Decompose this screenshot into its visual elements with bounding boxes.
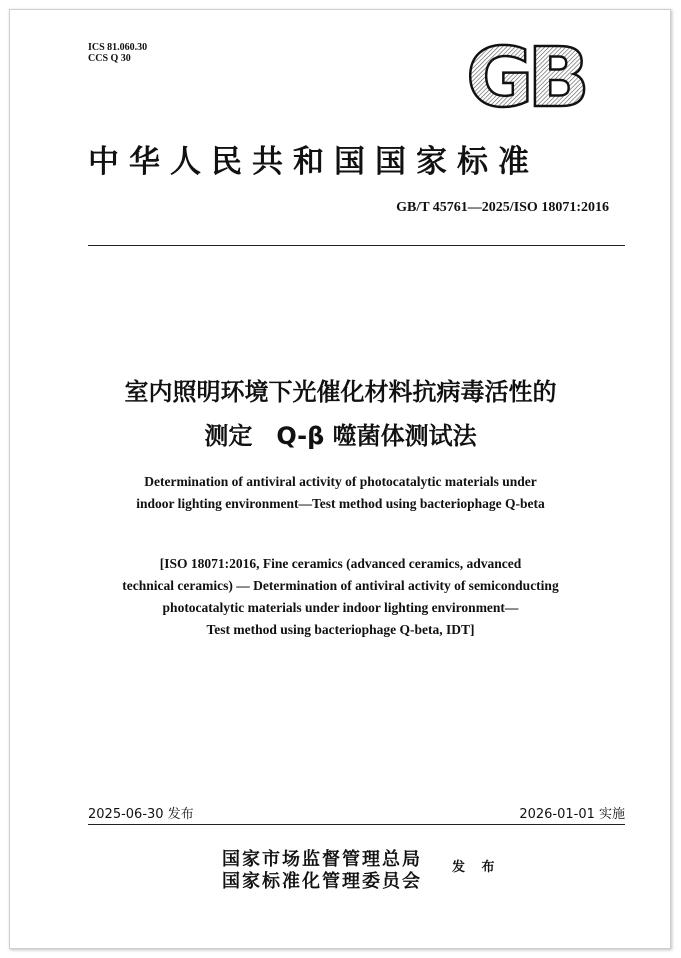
implementation-date: 2026-01-01 实施 <box>519 807 625 822</box>
national-standard-heading: 中华人民共和国国家标准 <box>88 144 539 180</box>
header-rule <box>88 245 625 246</box>
ics-codes <box>88 42 147 64</box>
iso-reference-line-1: [ISO 18071:2016, Fine ceramics (advanced ceramics, advanced <box>159 556 522 571</box>
ics-code: ICS 81.060.30 <box>88 42 148 53</box>
issue-date: 2025-06-30 发布 <box>88 807 194 822</box>
gb-logo-icon <box>458 40 592 112</box>
iso-reference-line-4: Test method using bacteriophage Q-beta, IDT] <box>206 622 475 637</box>
chinese-title-line-2: 测定 Q-β 噬菌体测试法 <box>204 422 477 450</box>
iso-reference-line-2: technical ceramics) — Determination of antiviral activity of semiconducting <box>122 578 559 593</box>
ccs-code: CCS Q 30 <box>88 53 131 64</box>
iso-reference-line-3: photocatalytic materials under indoor lighting environment— <box>162 600 519 615</box>
english-title-line-2: indoor lighting environment—Test method using bacteriophage Q-beta <box>136 496 545 511</box>
issuer-line-1: 国家市场监督管理总局 <box>222 849 422 870</box>
english-title-line-1: Determination of antiviral activity of photocatalytic materials under <box>144 474 537 489</box>
issue-action: 发 布 <box>452 860 501 875</box>
gb-logo-text: GB <box>466 40 584 112</box>
issuer-line-2: 国家标准化管理委员会 <box>222 871 422 892</box>
footer-rule <box>88 824 625 825</box>
chinese-title-line-1: 室内照明环境下光催化材料抗病毒活性的 <box>124 378 557 406</box>
standard-code: GB/T 45761—2025/ISO 18071:2016 <box>396 200 609 215</box>
